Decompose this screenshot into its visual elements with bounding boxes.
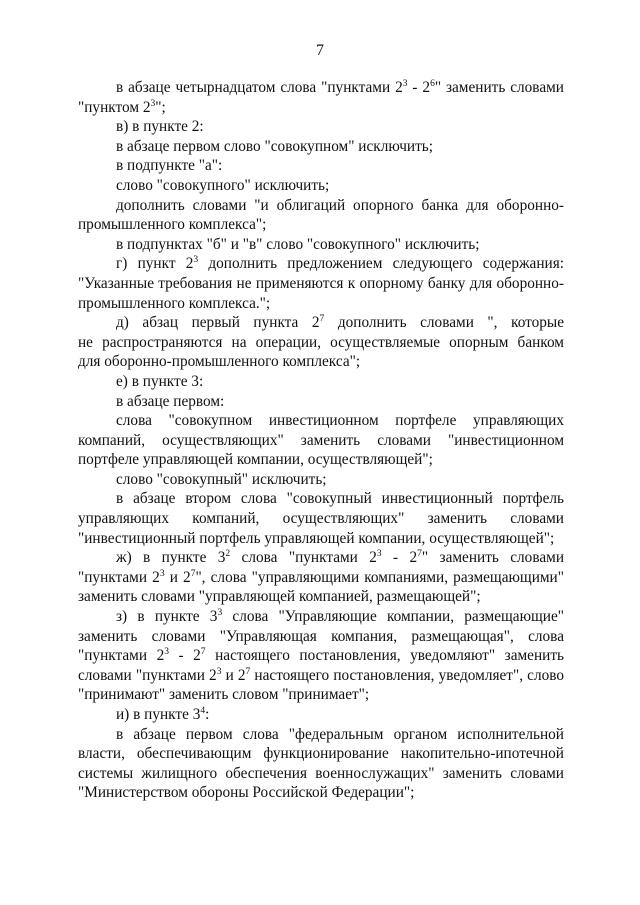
text-span: ж) в пункте 3 bbox=[116, 549, 226, 567]
text-span: власти, обеспечивающим функционирование накопительно-ипотечной bbox=[78, 745, 564, 763]
text-line bbox=[78, 215, 564, 235]
text-line bbox=[78, 156, 564, 176]
text-span: системы жилищного обеспечения военнослужащих" заменить словами bbox=[78, 764, 564, 782]
text-line bbox=[78, 137, 564, 157]
text-span: "пунктами 2 bbox=[78, 647, 165, 665]
text-line bbox=[78, 392, 564, 412]
superscript: 7 bbox=[417, 549, 422, 560]
text-span: компаний, осуществляющих" заменить словами "инвестиционном bbox=[78, 431, 564, 449]
text-span: настоящего постановления, уведомляют" заменить bbox=[205, 647, 564, 665]
text-span: в абзаце втором слова "совокупный инвестиционный портфель bbox=[116, 490, 564, 508]
text-span: - 2 bbox=[407, 79, 431, 96]
superscript: 3 bbox=[216, 666, 222, 677]
text-line bbox=[78, 627, 564, 647]
text-line bbox=[78, 764, 564, 784]
text-span: промышленного комплекса"; bbox=[78, 216, 267, 234]
text-line bbox=[78, 783, 564, 803]
superscript: 6 bbox=[430, 79, 435, 89]
superscript: 7 bbox=[200, 647, 206, 658]
superscript: 7 bbox=[190, 568, 196, 579]
text-line bbox=[78, 274, 564, 294]
superscript: 7 bbox=[319, 314, 325, 325]
text-line bbox=[78, 411, 564, 431]
text-span: портфеле управляющей компании, осуществляющей"; bbox=[78, 451, 433, 469]
text-span: " заменить словами bbox=[421, 549, 564, 567]
text-span: ", слова "управляющими компаниями, размещающими" bbox=[195, 568, 564, 586]
text-span: в подпункте "а": bbox=[116, 157, 223, 175]
text-line bbox=[78, 78, 564, 98]
text-span: и 2 bbox=[164, 568, 191, 586]
text-line bbox=[78, 352, 564, 372]
superscript: 3 bbox=[217, 608, 223, 619]
superscript: 2 bbox=[225, 549, 231, 560]
text-line bbox=[78, 98, 564, 118]
text-span: слова "совокупном инвестиционном портфеле управляющих bbox=[116, 412, 564, 430]
text-span: слова "пунктами 2 bbox=[230, 549, 377, 567]
text-span: и) в пункте 3 bbox=[116, 706, 201, 723]
text-line bbox=[78, 607, 564, 627]
text-span: заменить словами "управляющей компанией, размещающей"; bbox=[78, 588, 481, 606]
text-span: : bbox=[205, 706, 210, 723]
text-line bbox=[78, 235, 564, 255]
text-line bbox=[78, 509, 564, 529]
superscript: 3 bbox=[150, 98, 156, 109]
text-span: "; bbox=[155, 98, 166, 116]
text-span: в абзаце первом: bbox=[116, 392, 225, 410]
text-span: "принимают" заменить словом "принимает"; bbox=[78, 686, 370, 704]
text-line bbox=[78, 431, 564, 451]
text-span: заменить словами "Управляющая компания, размещающая", слова bbox=[78, 627, 564, 645]
text-line bbox=[78, 196, 564, 216]
text-span: в подпунктах "б" и "в" слово "совокупного" исключить; bbox=[116, 235, 480, 253]
text-line bbox=[78, 685, 564, 705]
superscript: 3 bbox=[164, 647, 169, 658]
text-span: промышленного комплекса."; bbox=[78, 294, 271, 312]
superscript: 3 bbox=[159, 568, 165, 579]
text-line bbox=[78, 666, 564, 686]
text-line bbox=[78, 470, 564, 490]
text-line bbox=[78, 313, 564, 333]
text-line bbox=[78, 294, 564, 314]
text-span: д) абзац первый пункта 2 bbox=[116, 314, 320, 332]
text-span: настоящего постановления, уведомляет", слово bbox=[250, 666, 564, 684]
text-line bbox=[78, 548, 564, 568]
text-span: для оборонно-промышленного комплекса"; bbox=[78, 353, 361, 371]
text-span: слово "совокупный" исключить; bbox=[116, 470, 327, 488]
text-span: в абзаце первом слово "совокупном" исключить; bbox=[116, 137, 433, 155]
text-line bbox=[78, 372, 564, 392]
text-line bbox=[78, 705, 564, 725]
text-span: в абзаце четырнадцатом слова "пунктами 2 bbox=[116, 79, 403, 96]
text-line bbox=[78, 646, 564, 666]
text-span: "Министерством обороны Российской Федерации"; bbox=[78, 784, 415, 802]
superscript: 3 bbox=[193, 255, 199, 266]
text-span: з) в пункте 3 bbox=[116, 608, 218, 626]
superscript: 4 bbox=[200, 706, 206, 716]
text-line bbox=[78, 587, 564, 607]
text-line bbox=[78, 117, 564, 137]
document-text bbox=[78, 78, 564, 803]
text-span: "инвестиционный портфель управляющей компании, осуществляющей"; bbox=[78, 529, 555, 547]
superscript: 3 bbox=[376, 549, 382, 560]
text-span: - 2 bbox=[381, 549, 418, 567]
superscript: 7 bbox=[245, 666, 251, 677]
text-line bbox=[78, 725, 564, 745]
text-span: дополнить словами "и облигаций опорного банка для оборонно- bbox=[116, 196, 564, 214]
text-span: слово "совокупного" исключить; bbox=[116, 176, 330, 194]
superscript: 3 bbox=[402, 79, 408, 89]
text-span: управляющих компаний, осуществляющих" заменить словами bbox=[78, 510, 564, 528]
text-span: "Указанные требования не применяются к опорному банку для оборонно- bbox=[78, 274, 564, 292]
text-span: - 2 bbox=[168, 647, 201, 665]
text-span: е) в пункте 3: bbox=[116, 372, 204, 390]
text-span: дополнить предложением следующего содержания: bbox=[198, 255, 564, 273]
text-span: дополнить словами ", которые bbox=[324, 314, 564, 332]
page-number: 7 bbox=[316, 42, 324, 59]
text-span: словами "пунктами 2 bbox=[78, 666, 217, 684]
text-span: и 2 bbox=[221, 666, 246, 684]
text-span: " заменить словами bbox=[434, 79, 564, 96]
text-line bbox=[78, 744, 564, 764]
text-line bbox=[78, 568, 564, 588]
text-span: "пунктами 2 bbox=[78, 568, 160, 586]
text-line bbox=[78, 489, 564, 509]
text-span: "пунктом 2 bbox=[78, 98, 151, 116]
text-span: г) пункт 2 bbox=[116, 255, 194, 273]
text-line bbox=[78, 333, 564, 353]
text-span: не распространяются на операции, осуществляемые опорным банком bbox=[78, 333, 564, 351]
text-line bbox=[78, 176, 564, 196]
text-span: в абзаце первом слова "федеральным органом исполнительной bbox=[116, 725, 564, 743]
text-span: в) в пункте 2: bbox=[116, 118, 204, 136]
text-line bbox=[78, 529, 564, 549]
text-line bbox=[78, 254, 564, 274]
text-line bbox=[78, 450, 564, 470]
text-span: слова "Управляющие компании, размещающие" bbox=[222, 608, 564, 626]
